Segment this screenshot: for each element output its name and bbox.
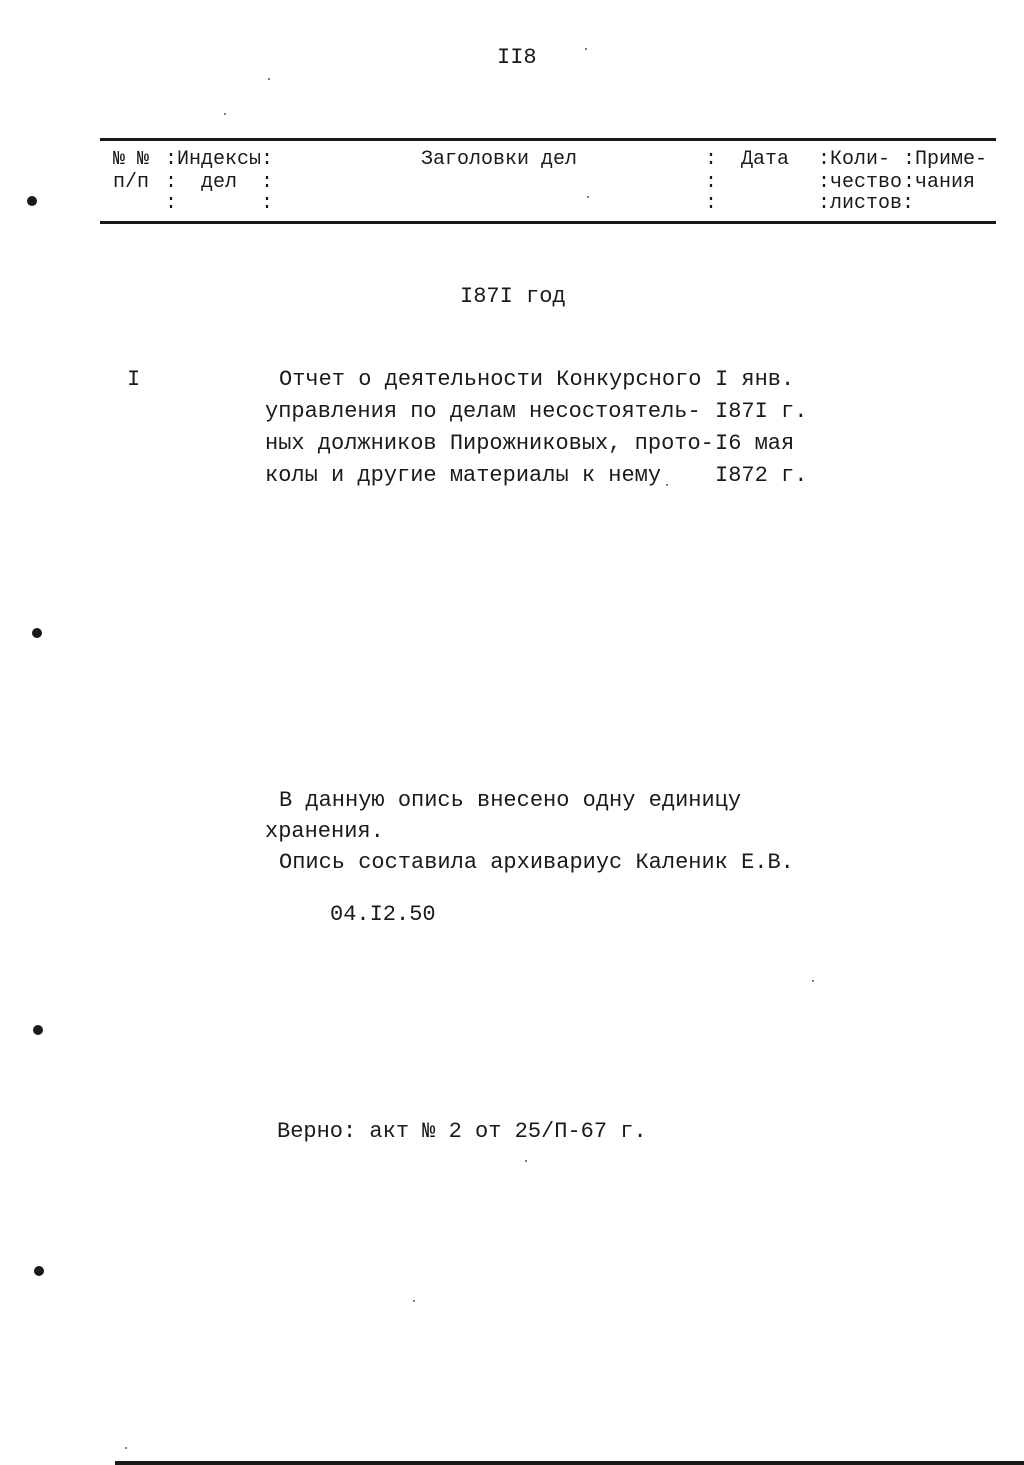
table-bottom-rule (100, 221, 996, 224)
binding-hole-mark (34, 1266, 44, 1276)
header-col-date-line2: : (705, 171, 718, 194)
entry-number: I (127, 367, 141, 392)
summary-line2: хранения. (265, 819, 384, 844)
entry-title-line4: колы и другие материалы к нему (265, 463, 662, 488)
scan-speck (224, 113, 226, 115)
entry-date-line1: I янв. (715, 367, 795, 392)
entry-date-line2: I87I г. (715, 399, 808, 424)
entry-title-line2: управления по делам несостоятель- (265, 399, 701, 424)
binding-hole-mark (33, 1025, 43, 1035)
entry-title-line3: ных должников Пирожниковых, прото- (265, 431, 714, 456)
header-col-no-line1: № № (113, 148, 150, 171)
scan-speck (525, 1160, 527, 1162)
header-col-index-line3: : : (165, 192, 274, 215)
header-col-index-line1: :Индексы: (165, 148, 274, 171)
page-number: II8 (497, 45, 537, 70)
scan-speck (125, 1447, 127, 1449)
scan-speck (587, 196, 589, 198)
year-heading: I87I год (460, 284, 566, 309)
header-col-date-line1: : Дата (705, 148, 790, 171)
scan-speck (413, 1300, 415, 1302)
header-col-no-line2: п/п (113, 171, 150, 194)
entry-date-line4: I872 г. (715, 463, 808, 488)
summary-line1: В данную опись внесено одну единицу (279, 788, 742, 813)
entry-date-line3: I6 мая (715, 431, 795, 456)
header-col-title: Заголовки дел (421, 148, 578, 171)
summary-date: 04.I2.50 (330, 902, 436, 927)
scan-speck (268, 78, 270, 80)
header-col-notes-line1: :Приме- (903, 148, 988, 171)
entry-title-line1: Отчет о деятельности Конкурсного (279, 367, 702, 392)
page-bottom-edge (115, 1461, 1024, 1465)
certification-note: Верно: акт № 2 от 25/П-67 г. (277, 1119, 647, 1144)
binding-hole-mark (32, 628, 42, 638)
scan-speck (666, 484, 668, 486)
scan-speck (585, 48, 587, 50)
header-col-count-line2: :чество (818, 171, 903, 194)
header-col-index-line2: : дел : (165, 171, 274, 194)
header-col-count-line1: :Коли- (818, 148, 891, 171)
binding-hole-mark (27, 196, 37, 206)
scan-speck (812, 980, 814, 982)
table-top-rule (100, 138, 996, 141)
summary-compiler: Опись составила архивариус Каленик Е.В. (279, 850, 794, 875)
header-col-date-line3: : (705, 192, 718, 215)
header-col-notes-line2: :чания (903, 171, 976, 194)
header-col-count-line3: :листов: (818, 192, 915, 215)
